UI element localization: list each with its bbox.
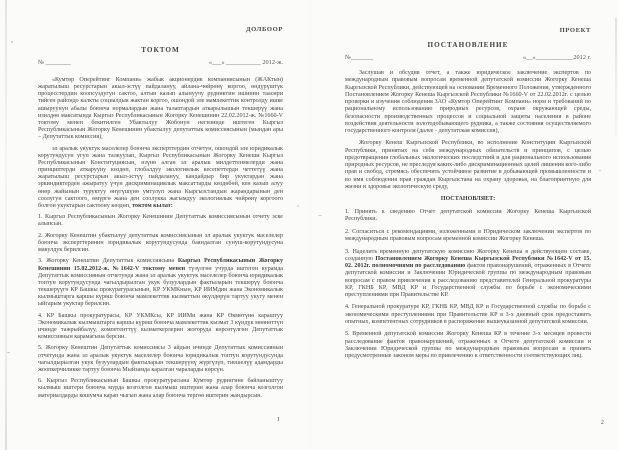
resolution-item: 6. Кыргыз Республикасынын Башкы прокуратурасына Кумтөр руднигине байланыштуу кылмыш иштери боюнча мурда козголгон кылмыш иштерин жана алар боюнча козголгон материалдарды кошумча карап чыгып жана алар боюнча тергөө иштерин жандырсын. — [38, 378, 283, 399]
document-title-russian: ПОСТАНОВЛЕНИЕ — [427, 41, 509, 49]
preamble-paragraph: «Кумтөр Оперейтинг Компани» жабык акционердик компаниясынын (ЖАКтын) жаратылыш ресурстарын акыл-эстүү пайдалануу, айлана-чөйрөнү коргоо, өндүрүштүк процесстердин коопсуздугун сактоо, алтын казып алынуучу рудниктин ишинин таасири тийген райондо калкты социалдык жактан коргоо, ошондой эле мамлекеттик контролду ишке ашыруунун абалы боюнча нормалардын жана талаптардын аткарылышын текшерүү жана изилдөө максатында Кыргыз Республикасынын Жогорку Кенешинин 22.02.2012-ж. №1660-V токтому менен бекитилген Убактылуу Жобонун негизинде иштеген Кыргыз Республикасынын Жогорку Кенешинин убактылуу депутаттык комиссиясынын (мындан ары – Депутаттык комиссия), — [38, 77, 283, 141]
resolution-item: 1. Кыргыз Республикасынын Жогорку Кенешинин Депутаттык комиссиясынын отчету эске алынсын. — [38, 214, 283, 228]
resolution-item: 3. Наделить временную депутатскую комиссию Жогорку Кенеша в действующем составе, созданную Постановлением Жогорку Кенеша Кыргызской Республики №1642-V от 15. 02. 2012г. полномочиями по расследованию фактов правонарушений, отраженных в Отчете депутатской комиссии и Заключении Юридической группы по международным правовым вопросам с правом привлечения к расследованию представителей Генеральной прокуратуры КР, ГКНБ КР, МВД КР и Государственной службы по борьбе с экономическими преступлениями при Правительстве КР. — [345, 248, 591, 298]
page-russian-version — [312, 0, 619, 450]
page-kyrgyz-version — [0, 0, 307, 450]
draft-label-russian: ПРОЕКТ — [559, 27, 591, 34]
document-body-kyrgyz — [38, 77, 283, 400]
document-date-field: «__»____________2012 г. — [523, 54, 591, 61]
number-date-row — [38, 59, 283, 66]
document-number-field: № ________ — [38, 59, 71, 66]
resolution-item: 1. Принять к сведению Отчет депутатской комиссии Жогорку Кенеша Кыргызской Республики. — [345, 209, 591, 223]
resolution-item: 5. Жогорку Кенештин Депутаттык комиссиясы 3 айдын ичинде Депутаттык комиссиянын отчетунда жана эл аралык укуктук маселелер боюнча юридикалык топтун корутундусунда чагылдырылган укук бузуулардын фактыларын текшерүүнү жүргүзүп, тиешелүү адамдарды жоопкерчиликке тартуу боюнча Мыйзамда каралган чараларды көрсүн. — [38, 345, 283, 373]
resolves-heading: ПОСТАНОВЛЯЕТ: — [440, 196, 496, 203]
document-title-kyrgyz: ТОКТОМ — [141, 46, 180, 54]
resolution-item: 4. Генеральной прокуратуре КР, ГКНБ КР, МВД КР и Государственной службы по борьбе с экономическими преступлениями при Правительстве КР в 3-х дневный срок предоставить опытных, компетентных сотрудников в распоряжение вышеуказанной депутатской комиссии. — [345, 304, 591, 325]
document-body-russian — [345, 70, 591, 360]
resolution-item: 2. Жогорку Кенештин убактылуу депутаттык комиссиясынын эл аралык укуктук маселелер боюнча эксперттеринин юридикалык корутундусунда баяндалган сунуш-корутундусуна макулдук берилсин. — [38, 232, 283, 253]
document-date-field: «___» ___________ 2012-ж. — [208, 59, 283, 66]
preamble-paragraph: Заслушав и обсудив отчет, а также юридическое заключение экспертов по международным правовым вопросам временной депутатской комиссии Жогорку Кенеша Кыргызской Республики, действующей на основании Временного Положения, утвержденного Постановлением Жогорку Кенеша Кыргызской Республики №1660-V от 22.02.2012г. с целью проверки и изучения соблюдения ЗАО «Кумтор Оперейтинг Компани» норм и требований по рациональному использованию природных ресурсов, охране окружающей среды, безопасности производственных процессов и социальной защиты населения в районе воздействия деятельности золотодобывающего рудника, а также состояния осуществляемого государственного контроля (далее - депутатская комиссия), — [345, 70, 591, 134]
resolution-item: 2. Согласиться с рекомендациями, изложенными в Юридическом заключении экспертов по международным правовым вопросам временной комиссии Жогорку Кенеша. — [345, 228, 591, 243]
resolution-item: 4. КР Башкы прокуратурасы, КР УКМКсы, КР ИИМи жана КР Өкмөтүнө караштуу Экономикалык кылмыштарга каршы күрөш боюнча мамлекеттик кызмат 3 күндүк мөөнөттүн ичинде тажрыйбалуу, компетенттүү кызматкерлерин жогоруда көрсөтүлгөн Депутаттык комиссиянын карамагына берсин. — [38, 312, 283, 341]
draft-label-kyrgyz: ДОЛБООР — [245, 26, 283, 33]
document-number-field: №_______ — [345, 54, 374, 61]
preamble-paragraph: Жогорку Кенеш Кыргызской Республики, во исполнение Конституции Кыргызской Республики, принятых на себя международных обязательств и принципов, с целью предотвращения глобальных экологических последствий и для рационального использования природных ресурсов, не преследуя каких-либо дискриминационных целей лишения кого-либо прав и свобод, стремясь обеспечить устойчивое развитие в добывающей промышленности и во имя соблюдения прав граждан Кыргызстана на охрану здоровья, на благоприятную для жизни и здоровья экологическую среду, — [345, 140, 591, 190]
resolution-item: 3. Жогорку Кенештин Депутаттык комиссиясына Кыргыз Республикасынын Жогорку Кенешинин 15.02.2012-ж. №1642-V токтому менен түзүлгөн учурда иштеген курамда Депутаттык комиссиянын отчетунда жана эл аралык укуктук маселелер боюнча юридикалык топтун корутундусунда чагылдырылган укук бузуулардын фактыларын текшерүү боюнча текшерүүгө КР Башкы прокуратурасынын, КР УКМКнын, КР ИИМдин жана Экономикалык кылмыштарга каршы күрөш боюнча мамлекеттик кызматтын өкүлдөрүн тартуу укугу менен ыйгарым укуктар берилсин. — [38, 258, 284, 308]
resolution-item: 5. Временной депутатской комиссии Жогорку Кенеша КР в течение 3-х месяцев провести расследование фактов правонарушений, отраженных в Отчете депутатской комиссии и Заключении Юридической группы по международным правовым вопросам и принять предусмотренные законом меры по привлечению к ответственности соответствующих лиц. — [345, 331, 591, 360]
page-number: 1 — [276, 416, 280, 423]
page-number: 2 — [600, 419, 604, 426]
preamble-paragraph: эл аралык укуктук маселелер боюнча эксперттердин отчетун, ошондой эле юридикалык корутундусун угуп жана талкуулап, Кыргыз Республикасынын Жогорку Кенеши Кыргыз Республикасынын Конституциясын, өзүнө алган эл аралык милдеттенмелерди жана принциптерди аткарууну көздөп, глобалдуу экологиялык кесепеттерди четтетүү жана жаратылыш ресурстарын акыл-эстүү пайдалануу, кандайдыр бир укуктардан жана эркиндиктерден ажыратуу үчүн дискриминациялык максаттарды көздөбөй, кен казып алуу өнөр жайынын туруктуу өнүгүшүнө умтулуп жана Кыргызстандын жарандарынын ден соолугун сактоого, өмүргө жана ден соолукка жагымдуу экологиялык чөйрөнү коргоого болгон укуктарын сактоону көздөп, токтом кылат: — [38, 145, 283, 209]
number-date-row — [345, 54, 591, 61]
